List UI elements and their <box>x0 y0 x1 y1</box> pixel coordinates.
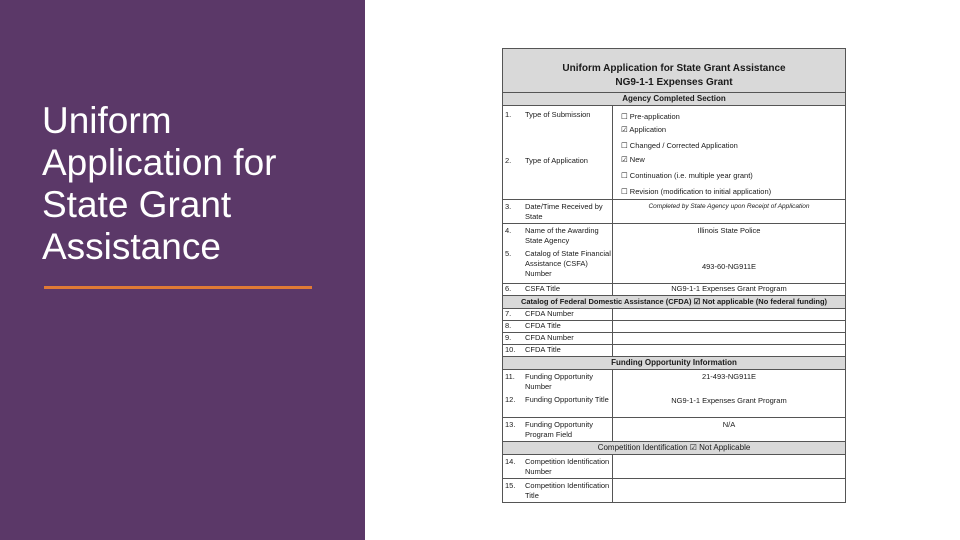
question-label: Funding Opportunity Title <box>525 395 609 404</box>
question-number: 2. <box>505 156 512 165</box>
question-number: 14. <box>505 457 516 466</box>
section-competition: Competition Identification ☑ Not Applicable <box>503 442 845 455</box>
section-cfda: Catalog of Federal Domestic Assistance (CFDA) ☑ Not applicable (No federal funding) <box>503 296 845 309</box>
question-label: CFDA Number <box>525 333 574 342</box>
question-label: Catalog of State Financial Assistance (CSFA) Number <box>525 249 611 278</box>
section-agency: Agency Completed Section <box>503 93 845 106</box>
form-row-11-12 <box>503 370 845 418</box>
question-label: CFDA Title <box>525 321 561 330</box>
question-number: 1. <box>505 110 512 119</box>
question-number: 13. <box>505 420 516 429</box>
question-label: Date/Time Received by State <box>525 202 603 221</box>
form-row-9 <box>503 333 845 345</box>
answer-13: N/A <box>722 420 736 429</box>
question-number: 8. <box>505 321 512 330</box>
answer-11: 21-493-NG911E <box>701 372 757 381</box>
question-number: 12. <box>505 395 516 404</box>
question-number: 7. <box>505 309 512 318</box>
answer-5: 493-60-NG911E <box>701 262 757 271</box>
question-label: CSFA Title <box>525 284 561 293</box>
question-label: CFDA Title <box>525 345 561 354</box>
form-title: Uniform Application for State Grant Assistance <box>562 63 786 74</box>
answer-12: NG9-1-1 Expenses Grant Program <box>671 396 787 405</box>
form-row-14 <box>503 455 845 479</box>
title-panel <box>0 0 365 540</box>
question-number: 10. <box>505 345 516 354</box>
question-number: 6. <box>505 284 512 293</box>
slide-title: Uniform Application for State Grant Assistance <box>42 100 277 267</box>
answer-4: Illinois State Police <box>697 226 761 235</box>
form-row-4-5 <box>503 224 845 284</box>
option-changed-corrected: ☐ Changed / Corrected Application <box>621 141 738 150</box>
form-row-3 <box>503 200 845 224</box>
question-number: 15. <box>505 481 516 490</box>
form-row-6 <box>503 284 845 296</box>
form-row-7 <box>503 309 845 321</box>
section-funding: Funding Opportunity Information <box>503 357 845 370</box>
form-header <box>503 49 845 93</box>
form-row-submission <box>503 106 845 200</box>
question-number: 5. <box>505 249 512 258</box>
form-row-13 <box>503 418 845 442</box>
form-row-8 <box>503 321 845 333</box>
question-number: 11. <box>505 372 515 381</box>
option-application: ☑ Application <box>621 125 667 134</box>
form-row-15 <box>503 479 845 502</box>
question-label: Competition Identification Number <box>525 457 610 476</box>
answer-6: NG9-1-1 Expenses Grant Program <box>671 284 787 293</box>
form-subtitle: NG9-1-1 Expenses Grant <box>615 77 733 88</box>
question-label: Competition Identification Title <box>525 481 610 500</box>
question-number: 9. <box>505 333 512 342</box>
option-pre-application: ☐ Pre-application <box>621 112 680 121</box>
question-number: 3. <box>505 202 512 211</box>
question-label: Type of Application <box>525 156 588 165</box>
question-label: Name of the Awarding State Agency <box>525 226 599 245</box>
question-label: Funding Opportunity Program Field <box>525 420 593 439</box>
option-new: ☑ New <box>621 155 645 164</box>
question-label: Funding Opportunity Number <box>525 372 593 391</box>
accent-divider <box>44 286 312 289</box>
question-label: CFDA Number <box>525 309 574 318</box>
application-form-image <box>502 48 846 503</box>
option-revision: ☐ Revision (modification to initial application) <box>621 187 772 196</box>
answer-3: Completed by State Agency upon Receipt of Application <box>648 203 810 210</box>
option-continuation: ☐ Continuation (i.e. multiple year grant) <box>621 171 753 180</box>
question-number: 4. <box>505 226 512 235</box>
question-label: Type of Submission <box>525 110 591 119</box>
form-row-10 <box>503 345 845 357</box>
